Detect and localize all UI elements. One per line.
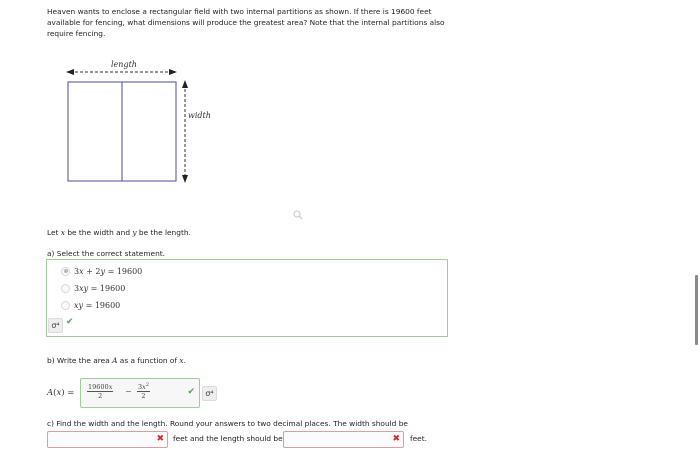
end-text: feet. (410, 434, 427, 443)
part-c-prompt: c) Find the width and the length. Round your answers to two decimal places. The width should be (47, 419, 408, 428)
let-prefix: Let (47, 228, 61, 237)
check-icon: ✔ (187, 387, 195, 397)
option-1-text: 3x + 2y = 19600 (74, 266, 143, 276)
let-mid: be the width and (64, 228, 133, 237)
part-a-answer-box (46, 259, 448, 337)
term-1-fraction: $\frac{19600x}{2}$ (88, 383, 113, 400)
part-b-label-end: . (183, 356, 186, 365)
option-1[interactable] (61, 264, 142, 278)
incorrect-x-icon: ✖ (392, 434, 400, 444)
width-label: width (188, 111, 211, 120)
part-b-var-a: A (112, 356, 118, 365)
incorrect-x-icon: ✖ (156, 434, 164, 444)
part-b-label-prefix: b) Write the area (47, 356, 113, 365)
minus-operator: − (125, 387, 132, 396)
part-b-label (47, 356, 186, 365)
term-2-fraction: $\frac{3x^2}{2}$ (138, 382, 149, 401)
field-diagram (60, 58, 230, 188)
part-a-label: a) Select the correct statement. (47, 249, 166, 258)
radio-option-2[interactable] (61, 284, 70, 293)
area-function-label: A(x) = (47, 388, 75, 398)
option-2-text: 3xy = 19600 (74, 283, 126, 293)
let-suffix: be the length. (136, 228, 191, 237)
variable-definition (47, 228, 191, 237)
part-b-label-mid: as a function of (117, 356, 180, 365)
var-x: x (60, 228, 65, 237)
area-function-input[interactable] (80, 378, 200, 408)
radio-option-1[interactable] (61, 267, 70, 276)
symbol-palette-button-b[interactable]: σ⁴ (202, 386, 217, 401)
var-y: y (132, 228, 137, 237)
problem-prompt: Heaven wants to enclose a rectangular field with two internal partitions as shown. If there is 19600 feet available for fencing, what dimensions will produce the greatest area? Note that the internal partitions also require fencing. (47, 7, 445, 39)
option-2[interactable] (61, 281, 125, 295)
option-3[interactable] (61, 298, 120, 312)
radio-option-3[interactable] (61, 301, 70, 310)
vertical-scrollbar[interactable] (695, 275, 698, 345)
part-b-var-x: x (179, 356, 184, 365)
symbol-palette-button-a[interactable]: σ⁴ (48, 318, 63, 333)
search-icon[interactable] (292, 206, 304, 218)
check-icon: ✔ (66, 317, 74, 327)
option-3-text: xy = 19600 (74, 300, 121, 310)
width-answer-input[interactable] (47, 431, 168, 448)
length-label: length (111, 60, 137, 69)
field-diagram-svg (60, 58, 230, 188)
length-answer-input[interactable] (283, 431, 404, 448)
mid-text: feet and the length should be (173, 434, 283, 443)
